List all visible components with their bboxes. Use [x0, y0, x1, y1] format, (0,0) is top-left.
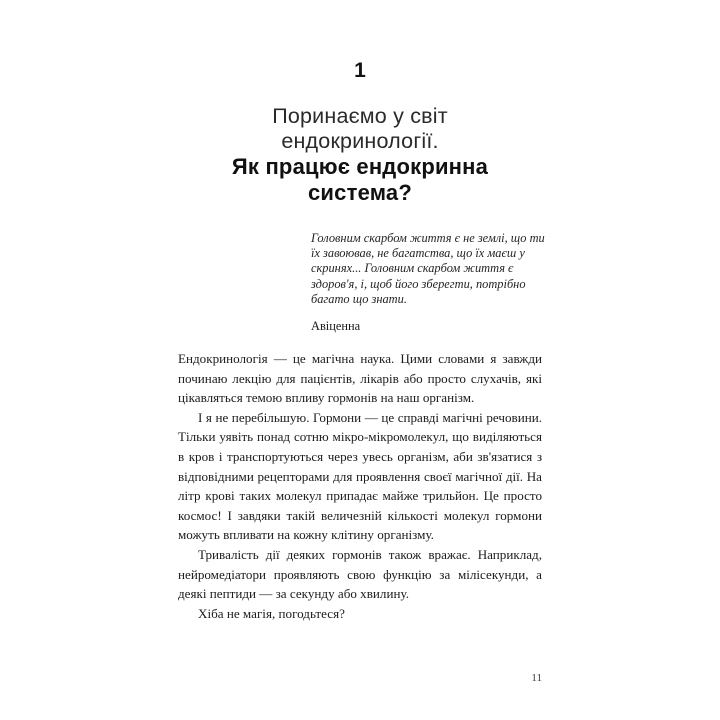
chapter-title-line-3: Як працює ендокринна: [231, 154, 489, 179]
chapter-title-line-1: Поринаємо у світ: [272, 104, 448, 128]
epigraph-author: Авіценна: [311, 319, 361, 334]
body-text: [178, 349, 542, 623]
chapter-title-line-2: ендокринології.: [281, 129, 439, 153]
body-paragraph: Хіба не магія, погодьтеся?: [198, 605, 345, 621]
epigraph-text: Головним скарбом життя є не землі, що ти їх завоював, не багатства, що їх маєш у скринях... Головним скарбом життя є здоров'я, і, щоб його зберегти, потрібно багато що знати.: [311, 231, 545, 306]
chapter-title-line-4: система?: [308, 180, 412, 205]
epigraph: [311, 231, 556, 334]
page-number: 11: [531, 672, 542, 684]
chapter-header: [178, 60, 542, 227]
body-paragraph: Ендокринологія — це магічна наука. Цими словами я завжди починаю лекцію для пацієнтів, лікарів або просто слухачів, які цікавляться темою впливу гормонів на наш організм.: [178, 351, 542, 406]
body-paragraph: І я не перебільшую. Гормони — це справді магічні речовини. Тільки уявіть понад сотню мікро-мікромолекул, що виділяються в кров і транспортуються через увесь організм, аби зв'язатися з відповідними рецепторами для проявлення своєї магічної дії. На літр крові таких молекул припадає майже трильйон. Це просто космос! І завдяки такій величезній кількості молекул гормони можуть впливати на кожну клітину організму.: [178, 409, 542, 543]
page-title: [178, 104, 542, 206]
chapter-number: 1: [354, 59, 366, 82]
body-paragraph: Тривалість дії деяких гормонів також вражає. Наприклад, нейромедіатори проявляють свою функцію за мілісекунди, а деякі пептиди — за секунду або хвилину.: [178, 546, 542, 602]
